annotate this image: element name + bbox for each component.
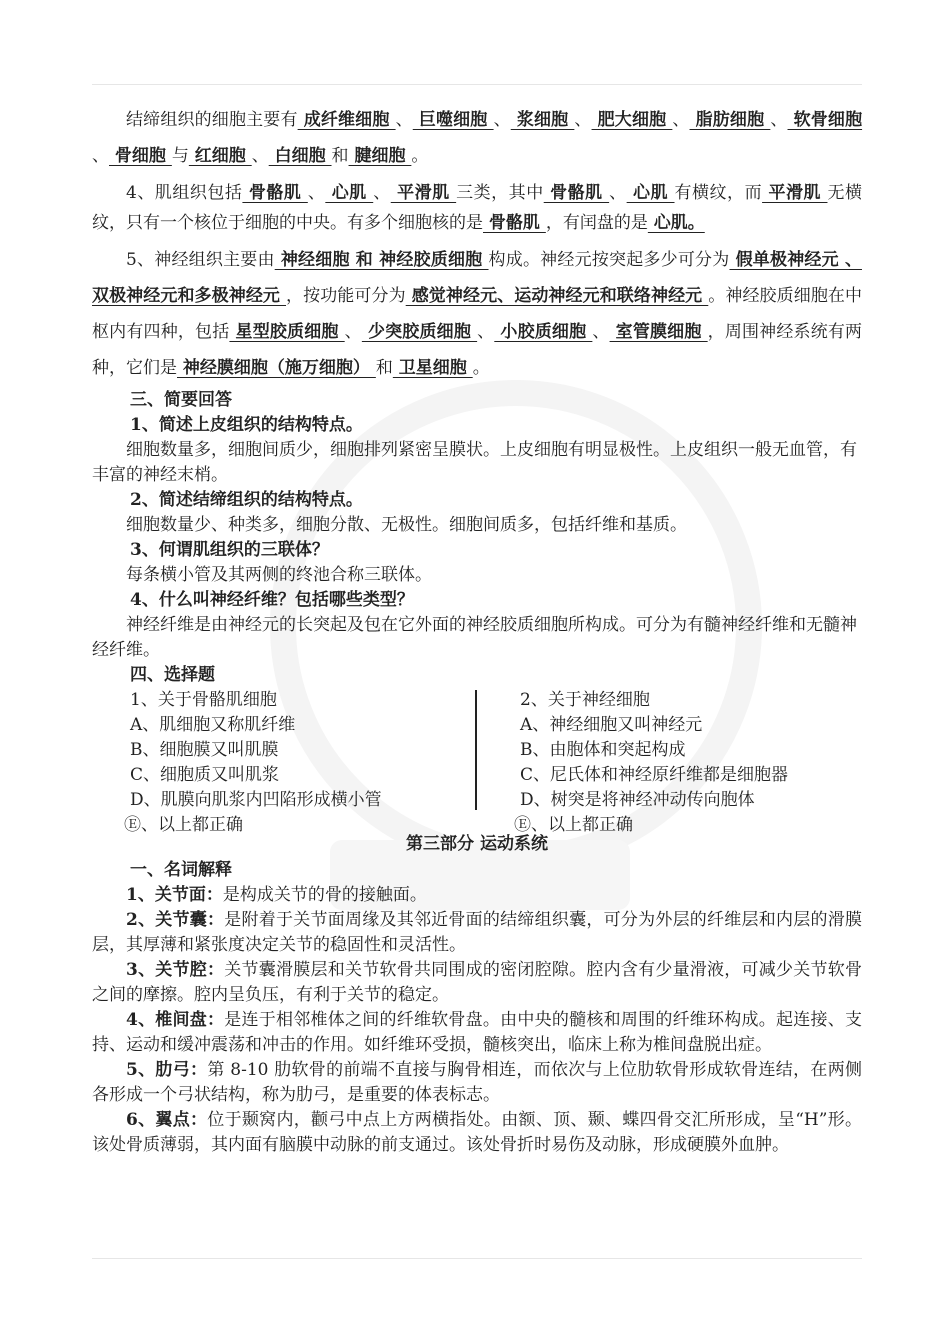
choice-item: D、肌膜向肌浆内凹陷形成横小管 — [130, 790, 382, 810]
definition: 3、关节腔：关节囊滑膜层和关节软骨共同围成的密闭腔隙。腔内含有少量滑液，可减少关节软骨之间的摩擦。腔内呈负压，有利于关节的稳定。 — [92, 960, 862, 1005]
connective-tissue-cells: 结缔组织的细胞主要有 成纤维细胞 、 巨噬细胞 、 浆细胞 、 肥大细胞 、 脂肪细胞 、 软骨细胞 、 骨细胞 与 红细胞 、 白细胞 和 腱细胞 。 — [92, 110, 863, 166]
choice-item: C、细胞质又叫肌浆 — [130, 765, 280, 785]
content — [92, 100, 862, 1158]
column-divider — [475, 690, 477, 810]
answer: 每条横小管及其两侧的终池合称三联体。 — [126, 565, 432, 585]
part-title: 第三部分 运动系统 — [406, 834, 548, 854]
choice-right — [514, 688, 789, 838]
answer: 神经纤维是由神经元的长突起及包在它外面的神经胶质细胞所构成。可分为有髓神经纤维和无髓神经纤维。 — [92, 615, 857, 660]
definition: 2、关节囊：是附着于关节面周缘及其邻近骨面的结缔组织囊，可分为外层的纤维层和内层的滑膜层，其厚薄和紧张度决定关节的稳固性和灵活性。 — [92, 910, 862, 955]
definition: 4、椎间盘：是连于相邻椎体之间的纤维软骨盘。由中央的髓核和周围的纤维环构成。起连接、支持、运动和缓冲震荡和冲击的作用。如纤维环受损，髓核突出，临床上称为椎间盘脱出症。 — [92, 1010, 862, 1055]
definition: 6、翼点：位于颞窝内，颧弓中点上方两横指处。由额、顶、颞、蝶四骨交汇所形成，呈“H”形。该处骨质薄弱，其内面有脑膜中动脉的前支通过。该处骨折时易伤及动脉，形成硬膜外血肿。 — [92, 1110, 862, 1155]
section-title: 四、选择题 — [130, 665, 215, 685]
section-title: 三、简要回答 — [130, 390, 232, 410]
bottom-rule — [92, 1258, 862, 1259]
choice-item: 1、关于骨骼肌细胞 — [130, 690, 277, 710]
top-rule — [92, 84, 862, 85]
choice-item: A、肌细胞又称肌纤维 — [130, 715, 296, 735]
definition: 5、肋弓：第 8-10 肋软骨的前端不直接与胸骨相连，而依次与上位肋软骨形成软骨连结，在两侧各形成一个弓状结构，称为肋弓，是重要的体表标志。 — [92, 1060, 862, 1105]
answer: 细胞数量多，细胞间质少，细胞排列紧密呈膜状。上皮细胞有明显极性。上皮组织一般无血管，有丰富的神经末梢。 — [92, 440, 857, 485]
choice-item: Ⓔ、以上都正确 — [124, 815, 243, 835]
question: 2、简述结缔组织的结构特点。 — [130, 490, 363, 510]
choice-item: B、由胞体和突起构成 — [520, 740, 686, 760]
section-title: 一、名词解释 — [130, 860, 232, 880]
choice-item: A、神经细胞又叫神经元 — [520, 715, 703, 735]
question: 1、简述上皮组织的结构特点。 — [130, 415, 363, 435]
answer: 细胞数量少、种类多，细胞分散、无极性。细胞间质多，包括纤维和基质。 — [126, 515, 687, 535]
muscle-tissue: 4、肌组织包括 骨骼肌 、 心肌 、 平滑肌 三类，其中 骨骼肌 、 心肌 有横纹，而 平滑肌 无横纹，只有一个核位于细胞的中央。有多个细胞核的是 骨骼肌 ，有闰盘的是 心肌。 — [92, 183, 862, 233]
choice-item: Ⓔ、以上都正确 — [514, 815, 633, 835]
choice-item: C、尼氏体和神经原纤维都是细胞器 — [520, 765, 789, 785]
choice-item: B、细胞膜又叫肌膜 — [130, 740, 279, 760]
definition: 1、关节面：是构成关节的骨的接触面。 — [126, 885, 427, 905]
choice-questions — [92, 688, 862, 835]
choice-left — [124, 688, 382, 838]
choice-item: 2、关于神经细胞 — [520, 690, 650, 710]
nerve-tissue: 5、神经组织主要由 神经细胞 和 神经胶质细胞 构成。神经元按突起多少可分为 假单极神经元 、双极神经元和多极神经元 ，按功能可分为 感觉神经元、运动神经元和联络神经元 。神经胶质细胞在中枢内有四种，包括 星型胶质细胞 、 少突胶质细胞 、 小胶质细胞 、 室管膜细胞 ，周围神经系统有两种，它们是 神经膜细胞（施万细胞） 和 卫星细胞 。 — [92, 250, 863, 378]
question: 4、什么叫神经纤维？包括哪些类型？ — [130, 590, 414, 610]
question: 3、何谓肌组织的三联体？ — [130, 540, 329, 560]
choice-item: D、树突是将神经冲动传向胞体 — [520, 790, 755, 810]
